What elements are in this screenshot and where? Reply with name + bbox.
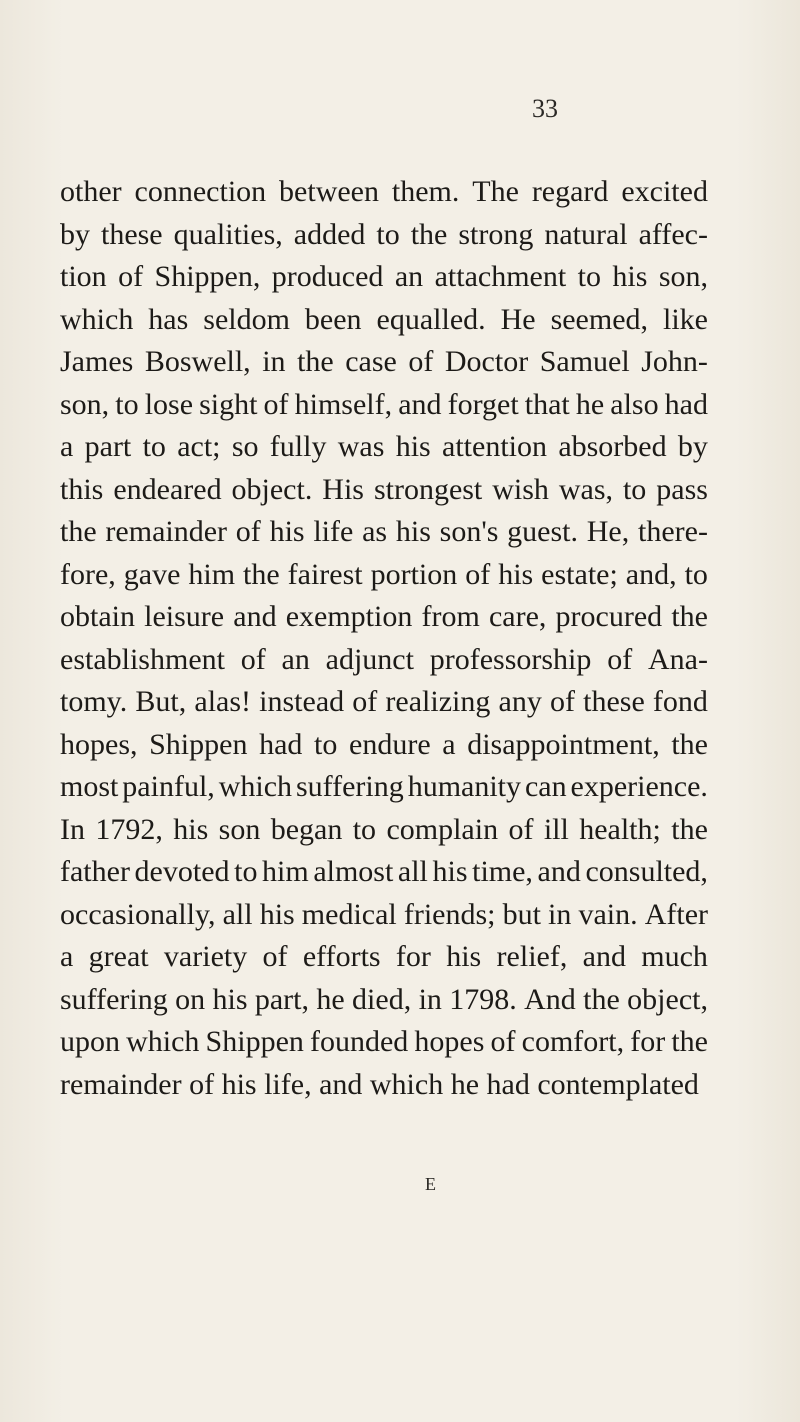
word: any	[498, 685, 542, 718]
word: the	[410, 217, 448, 251]
word: so	[231, 430, 259, 463]
word: relief,	[496, 940, 568, 973]
word: this	[60, 472, 104, 506]
word: seldom	[203, 302, 290, 336]
word: of	[262, 940, 288, 973]
word: his	[612, 260, 648, 293]
word: as	[362, 515, 388, 548]
word: these	[100, 217, 163, 251]
word: the	[297, 345, 334, 378]
word: of	[240, 642, 266, 676]
word: his	[446, 940, 482, 973]
body-text	[60, 172, 708, 1107]
word: object,	[627, 982, 708, 1016]
word: a	[60, 430, 74, 463]
word: to	[234, 855, 258, 888]
word: remainder	[105, 515, 228, 548]
word: obtain	[60, 600, 135, 633]
word: John-	[641, 345, 708, 378]
word: occasionally,	[60, 897, 216, 931]
word: of	[607, 642, 633, 676]
word: portion	[370, 557, 458, 591]
word: was	[337, 430, 385, 463]
word: endure	[349, 727, 431, 761]
word: procured	[555, 600, 663, 633]
word: for	[395, 940, 431, 973]
word: an	[394, 260, 424, 293]
word: son,	[658, 260, 708, 293]
word: Shippen	[205, 1025, 304, 1058]
word: Shippen	[149, 727, 248, 761]
word: him	[262, 855, 309, 888]
word: of	[490, 1025, 516, 1058]
word: on	[175, 982, 206, 1016]
word: to	[684, 557, 708, 591]
text-line	[60, 257, 708, 300]
word: upon	[60, 1025, 120, 1058]
word: establishment	[60, 642, 225, 676]
word: But,	[135, 685, 187, 718]
word: for	[630, 1025, 666, 1058]
word: professorship	[429, 642, 592, 676]
word: And	[524, 982, 576, 1016]
word: from	[421, 600, 480, 633]
word: of	[508, 812, 534, 846]
word: painful,	[122, 770, 215, 803]
word: pass	[656, 472, 708, 506]
word: of	[465, 557, 491, 591]
word: had	[664, 387, 708, 421]
word: tion	[60, 260, 107, 293]
word: the	[243, 557, 280, 591]
word: in	[418, 982, 442, 1016]
word: affec-	[638, 217, 708, 251]
word: regard	[531, 175, 609, 208]
text-line	[60, 427, 708, 470]
word: a	[60, 940, 74, 973]
word: fond	[652, 685, 708, 718]
word: friends;	[403, 897, 496, 931]
word: was,	[558, 472, 614, 506]
word: tomy.	[60, 685, 128, 718]
text-line	[60, 725, 708, 768]
text-line	[60, 640, 708, 683]
word: all	[222, 897, 253, 931]
word: by	[677, 430, 708, 463]
word: fore,	[60, 557, 116, 591]
word: the	[671, 727, 708, 761]
word: efforts	[302, 940, 381, 973]
word: and,	[625, 557, 677, 591]
word: him	[188, 557, 236, 591]
word: almost	[313, 855, 394, 888]
word: exemption	[285, 600, 413, 633]
word: his	[259, 897, 295, 931]
text-line	[60, 555, 708, 598]
word: to	[376, 217, 400, 251]
word: connection	[134, 175, 267, 208]
word: health;	[579, 812, 661, 846]
word: which	[60, 302, 134, 336]
word: the	[671, 600, 708, 633]
word: has	[148, 302, 189, 336]
word: adjunct	[325, 642, 414, 676]
word: suffering	[295, 770, 404, 803]
word: ill	[543, 812, 569, 846]
word: all	[397, 855, 428, 888]
word: in	[262, 345, 286, 378]
word: to	[142, 430, 166, 463]
text-line	[60, 470, 708, 513]
word: sight	[199, 387, 258, 421]
text-line	[60, 810, 708, 853]
text-line	[60, 385, 708, 428]
word: died,	[352, 982, 412, 1016]
word: realizing	[385, 685, 491, 718]
word: his	[269, 515, 305, 548]
word: also	[610, 387, 659, 421]
word: gave	[123, 557, 181, 591]
text-line	[60, 300, 708, 343]
word: been	[304, 302, 362, 336]
word: guest.	[507, 515, 578, 548]
word: to	[314, 727, 338, 761]
text-line	[60, 767, 708, 810]
word: Doctor	[444, 345, 529, 378]
text-line	[60, 342, 708, 385]
word: to	[577, 260, 601, 293]
word: strong	[458, 217, 534, 251]
word: his	[395, 515, 431, 548]
word: can	[524, 770, 567, 803]
word: Ana-	[647, 642, 708, 676]
word: excited	[621, 175, 708, 208]
word: He	[500, 302, 536, 336]
word: leisure	[144, 600, 225, 633]
word: by	[60, 217, 90, 251]
word: son's	[439, 515, 499, 548]
word: son	[218, 812, 261, 846]
word: son,	[60, 387, 110, 421]
signature-mark: E	[425, 1174, 436, 1194]
word: devoted	[134, 855, 230, 888]
word: 1798.	[449, 982, 517, 1016]
word: his	[395, 430, 431, 463]
word: life	[313, 515, 354, 548]
word: suffering	[60, 982, 168, 1016]
word: produced	[271, 260, 384, 293]
word: his	[173, 812, 209, 846]
word: he	[316, 982, 345, 1016]
word: great	[88, 940, 149, 973]
text-line	[60, 215, 708, 258]
word: he	[575, 387, 605, 421]
word: qualities,	[173, 217, 283, 251]
word: of	[118, 260, 144, 293]
word: comfort,	[521, 1025, 625, 1058]
word: instead	[259, 685, 345, 718]
word: Shippen,	[154, 260, 261, 293]
word: had	[259, 727, 303, 761]
word: to	[622, 472, 647, 506]
text-line	[60, 852, 708, 895]
word: seemed,	[550, 302, 649, 336]
word: His	[322, 472, 364, 506]
page-number: 33	[532, 94, 558, 123]
word: the	[671, 812, 708, 846]
word: of	[408, 345, 434, 378]
word: part	[84, 430, 132, 463]
text-line	[60, 512, 708, 555]
word: In	[60, 812, 85, 846]
word: which	[218, 770, 293, 803]
word: hopes,	[60, 727, 138, 761]
word: vain.	[578, 897, 638, 931]
word: added	[293, 217, 366, 251]
word: father	[60, 855, 130, 888]
word: hopes	[414, 1025, 485, 1058]
word: to	[115, 387, 139, 421]
word: and	[398, 387, 442, 421]
word: Samuel	[539, 345, 630, 378]
word: strongest	[373, 472, 483, 506]
word: in	[548, 897, 572, 931]
word: forget	[447, 387, 519, 421]
word: medical	[301, 897, 397, 931]
word: complain	[386, 812, 499, 846]
word: estate;	[541, 557, 618, 591]
word: humanity	[407, 770, 522, 803]
word: his	[432, 855, 468, 888]
word: part,	[254, 982, 309, 1016]
word: to	[352, 812, 377, 846]
text-line: remainder of his life, and which he had contemplated	[60, 1067, 699, 1101]
word: natural	[544, 217, 628, 251]
word: these	[583, 685, 645, 718]
word: his	[498, 557, 534, 591]
word: and	[233, 600, 277, 633]
word: the	[671, 1025, 708, 1058]
word: founded	[310, 1025, 409, 1058]
text-line	[60, 172, 708, 215]
word: the	[60, 515, 97, 548]
word: there-	[638, 515, 708, 548]
text-line	[60, 597, 708, 640]
word: his	[212, 982, 248, 1016]
text-line	[60, 682, 708, 725]
word: lose	[144, 387, 194, 421]
word: the	[583, 982, 620, 1016]
word: attention	[442, 430, 548, 463]
word: fully	[269, 430, 327, 463]
word: and	[582, 940, 626, 973]
word: object.	[231, 472, 313, 506]
word: like	[663, 302, 708, 336]
word: experience.	[570, 770, 708, 803]
word: absorbed	[558, 430, 667, 463]
word: and	[537, 855, 581, 888]
word: of	[352, 685, 378, 718]
word: time,	[472, 855, 533, 888]
word: of	[235, 515, 261, 548]
word: most	[60, 770, 119, 803]
word: alas!	[194, 685, 252, 718]
word: that	[524, 387, 570, 421]
text-line	[60, 895, 708, 938]
text-line	[60, 937, 708, 980]
word: of	[263, 387, 289, 421]
word: them.	[391, 175, 460, 208]
word: consulted,	[585, 855, 708, 888]
word: a	[442, 727, 456, 761]
text-line	[60, 980, 708, 1023]
word: himself,	[294, 387, 393, 421]
word: between	[279, 175, 379, 208]
word: variety	[163, 940, 248, 973]
word: much	[641, 940, 708, 973]
word: began	[270, 812, 343, 846]
word: wish	[492, 472, 549, 506]
word: but	[502, 897, 541, 931]
word: of	[549, 685, 575, 718]
word: 1792,	[95, 812, 163, 846]
word: care,	[488, 600, 547, 633]
word: disappointment,	[467, 727, 660, 761]
word: act;	[177, 430, 221, 463]
word: equalled.	[376, 302, 486, 336]
word: which	[126, 1025, 200, 1058]
word: other	[60, 175, 122, 208]
word: fairest	[287, 557, 363, 591]
word: case	[345, 345, 397, 378]
word: James	[60, 345, 134, 378]
word: The	[472, 175, 519, 208]
word: After	[644, 897, 708, 931]
word: endeared	[113, 472, 222, 506]
word: attachment	[434, 260, 567, 293]
text-line	[60, 1022, 708, 1065]
word: an	[281, 642, 310, 676]
word: Boswell,	[144, 345, 251, 378]
word: He,	[586, 515, 630, 548]
